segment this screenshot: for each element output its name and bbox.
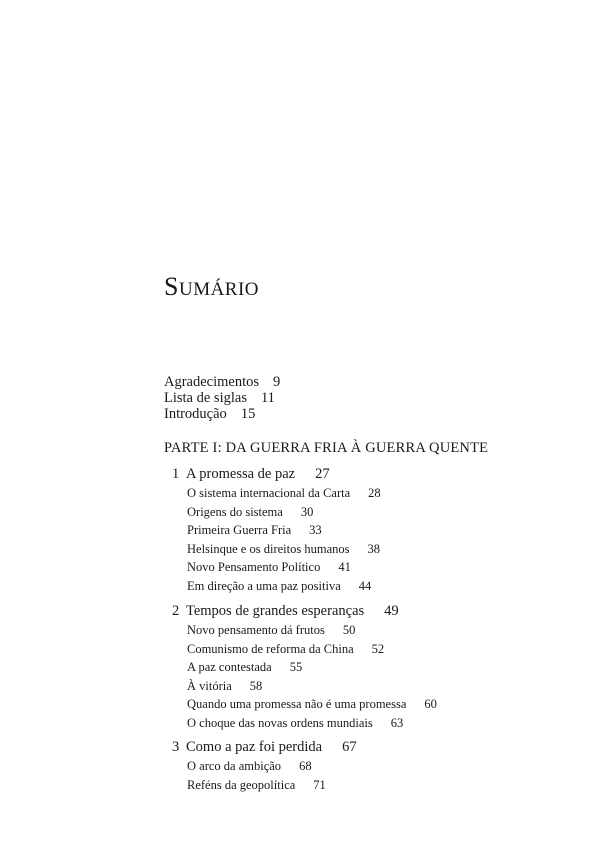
section-label: O choque das novas ordens mundiais [187, 715, 373, 730]
toc-section[interactable] [187, 658, 437, 677]
chapter-title: A promessa de paz [186, 466, 296, 482]
section-page: 58 [249, 678, 263, 693]
chapter-2-sections [187, 621, 437, 732]
chapter-3-sections [187, 757, 326, 794]
chapter-number: 1 [172, 466, 180, 482]
section-page: 63 [390, 715, 404, 730]
toc-entry-label: Agradecimentos [164, 374, 260, 390]
toc-section[interactable] [187, 503, 381, 522]
toc-section[interactable] [187, 621, 437, 640]
toc-chapter-2[interactable] [172, 603, 399, 620]
toc-section[interactable] [187, 714, 437, 733]
toc-section[interactable] [187, 521, 381, 540]
chapter-1-sections [187, 484, 381, 595]
section-page: 71 [313, 777, 326, 792]
section-label: Comunismo de reforma da China [187, 641, 354, 656]
toc-section[interactable] [187, 695, 437, 714]
section-label: Helsinque e os direitos humanos [187, 541, 350, 556]
toc-entry-label: Lista de siglas [164, 390, 247, 406]
toc-section[interactable] [187, 558, 381, 577]
section-label: Em direção a uma paz positiva [187, 578, 341, 593]
chapter-number: 2 [172, 603, 180, 619]
toc-section[interactable] [187, 776, 326, 795]
section-label: Primeira Guerra Fria [187, 523, 292, 537]
chapter-title: Tempos de grandes esperanças [186, 603, 365, 619]
chapter-number: 3 [172, 739, 180, 755]
toc-entry-front[interactable] [164, 406, 280, 422]
toc-entry-page: 15 [240, 406, 256, 422]
toc-section[interactable] [187, 677, 437, 696]
page-title [164, 272, 259, 302]
section-page: 50 [342, 623, 356, 637]
section-label: À vitória [187, 678, 232, 693]
section-label: Quando uma promessa não é uma promessa [187, 697, 407, 711]
toc-entry-front[interactable] [164, 390, 280, 406]
section-label: Novo Pensamento Político [187, 560, 321, 574]
toc-entry-label: Introdução [164, 406, 227, 422]
toc-section[interactable] [187, 640, 437, 659]
part-heading: PARTE I: DA GUERRA FRIA À GUERRA QUENTE [164, 440, 489, 456]
toc-entry-page: 9 [273, 374, 281, 390]
chapter-page: 27 [315, 466, 330, 482]
title-rest: UMÁRIO [178, 279, 260, 300]
section-page: 38 [367, 541, 380, 556]
section-label: Origens do sistema [187, 504, 283, 519]
toc-chapter-3[interactable] [172, 739, 357, 756]
toc-section[interactable] [187, 577, 381, 596]
section-label: O sistema internacional da Carta [187, 486, 351, 500]
section-page: 41 [338, 560, 351, 574]
section-page: 28 [368, 486, 381, 500]
section-label: Novo pensamento dá frutos [187, 623, 325, 637]
toc-entry-front[interactable] [164, 374, 280, 390]
title-initial: S [164, 272, 179, 301]
toc-chapter-1[interactable] [172, 466, 330, 483]
chapter-title: Como a paz foi perdida [186, 739, 323, 755]
section-page: 33 [309, 523, 322, 537]
section-label: A paz contestada [187, 660, 272, 674]
section-page: 68 [299, 759, 312, 773]
section-label: Reféns da geopolítica [187, 777, 296, 792]
section-page: 52 [371, 641, 385, 656]
toc-section[interactable] [187, 484, 381, 503]
front-matter-list [164, 374, 280, 422]
toc-section[interactable] [187, 757, 326, 776]
section-page: 55 [289, 660, 303, 674]
section-page: 30 [300, 504, 314, 519]
toc-section[interactable] [187, 540, 381, 559]
section-label: O arco da ambição [187, 759, 282, 773]
chapter-page: 67 [342, 739, 357, 755]
section-page: 60 [424, 697, 437, 711]
toc-entry-page: 11 [260, 390, 275, 406]
chapter-page: 49 [384, 603, 399, 619]
section-page: 44 [358, 578, 372, 593]
